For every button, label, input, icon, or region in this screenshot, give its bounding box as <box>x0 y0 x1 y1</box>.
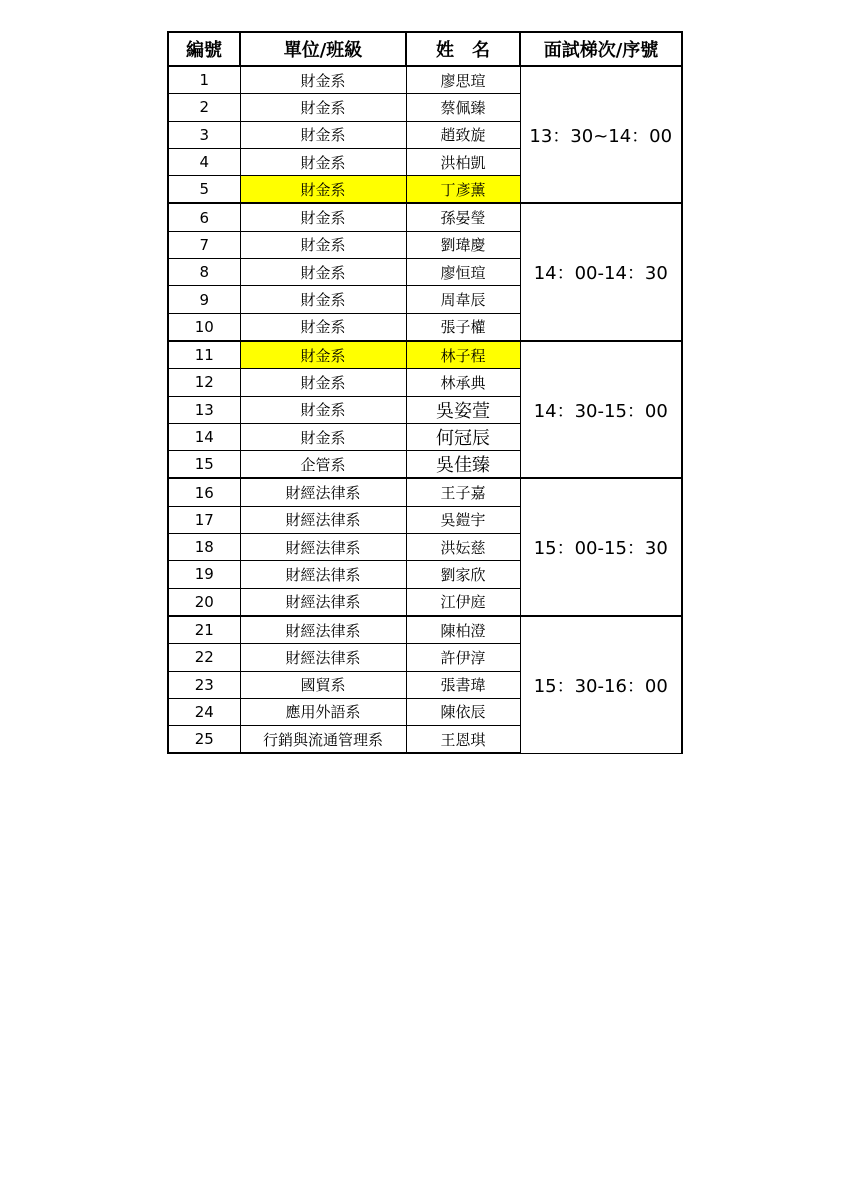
cell-no: 15 <box>168 451 240 479</box>
cell-no: 1 <box>168 66 240 94</box>
table-row <box>168 478 682 506</box>
cell-no: 20 <box>168 588 240 616</box>
cell-unit-highlighted: 財金系 <box>240 341 406 369</box>
cell-unit: 財經法律系 <box>240 616 406 644</box>
cell-unit: 財金系 <box>240 369 406 396</box>
cell-unit: 企管系 <box>240 451 406 479</box>
cell-unit: 財金系 <box>240 148 406 175</box>
cell-slot: 14：30-15：00 <box>520 341 682 478</box>
cell-slot: 15：30-16：00 <box>520 616 682 753</box>
header-row <box>168 32 682 66</box>
cell-no: 9 <box>168 286 240 313</box>
cell-name: 陳柏澄 <box>406 616 520 644</box>
cell-name: 蔡佩臻 <box>406 94 520 121</box>
cell-no: 6 <box>168 203 240 231</box>
cell-unit: 財經法律系 <box>240 561 406 588</box>
cell-no: 22 <box>168 644 240 671</box>
table-row <box>168 341 682 369</box>
cell-slot: 13：30~14：00 <box>520 66 682 203</box>
cell-name: 王子嘉 <box>406 478 520 506</box>
cell-no: 21 <box>168 616 240 644</box>
cell-no: 25 <box>168 726 240 754</box>
cell-unit: 國貿系 <box>240 671 406 698</box>
table-row <box>168 616 682 644</box>
cell-slot: 15：00-15：30 <box>520 478 682 615</box>
cell-unit: 財金系 <box>240 231 406 258</box>
cell-unit: 財金系 <box>240 94 406 121</box>
cell-unit: 財經法律系 <box>240 478 406 506</box>
cell-name-highlighted: 林子程 <box>406 341 520 369</box>
cell-name: 劉家欣 <box>406 561 520 588</box>
cell-name: 洪妘慈 <box>406 534 520 561</box>
cell-unit-highlighted: 財金系 <box>240 176 406 204</box>
cell-name: 張書瑋 <box>406 671 520 698</box>
cell-unit: 財金系 <box>240 203 406 231</box>
cell-unit: 財金系 <box>240 66 406 94</box>
cell-no: 12 <box>168 369 240 396</box>
cell-unit: 行銷與流通管理系 <box>240 726 406 754</box>
cell-no: 14 <box>168 423 240 450</box>
cell-no: 7 <box>168 231 240 258</box>
table-header <box>168 32 682 66</box>
cell-name: 吳佳臻 <box>406 451 520 479</box>
cell-name: 吳鎧宇 <box>406 506 520 533</box>
cell-no: 8 <box>168 259 240 286</box>
cell-no: 2 <box>168 94 240 121</box>
cell-name: 何冠辰 <box>406 423 520 450</box>
cell-no: 16 <box>168 478 240 506</box>
cell-unit: 財金系 <box>240 423 406 450</box>
cell-name-highlighted: 丁彥薰 <box>406 176 520 204</box>
cell-name: 廖恒瑄 <box>406 259 520 286</box>
table-row <box>168 203 682 231</box>
cell-name: 許伊淳 <box>406 644 520 671</box>
cell-no: 5 <box>168 176 240 204</box>
cell-name: 張子權 <box>406 313 520 341</box>
cell-name: 王恩琪 <box>406 726 520 754</box>
cell-no: 24 <box>168 698 240 725</box>
cell-no: 10 <box>168 313 240 341</box>
cell-no: 23 <box>168 671 240 698</box>
header-slot: 面試梯次/序號 <box>520 32 682 66</box>
cell-name: 陳依辰 <box>406 698 520 725</box>
cell-no: 13 <box>168 396 240 423</box>
cell-no: 3 <box>168 121 240 148</box>
cell-unit: 財金系 <box>240 396 406 423</box>
header-name: 姓 名 <box>406 32 520 66</box>
cell-name: 周韋辰 <box>406 286 520 313</box>
cell-name: 孫晏瑩 <box>406 203 520 231</box>
cell-no: 19 <box>168 561 240 588</box>
cell-name: 劉瑋慶 <box>406 231 520 258</box>
cell-unit: 財金系 <box>240 121 406 148</box>
cell-name: 洪柏凱 <box>406 148 520 175</box>
cell-no: 11 <box>168 341 240 369</box>
cell-name: 趙致旋 <box>406 121 520 148</box>
cell-slot: 14：00-14：30 <box>520 203 682 340</box>
interview-schedule-table <box>167 31 683 754</box>
cell-unit: 財經法律系 <box>240 588 406 616</box>
cell-unit: 應用外語系 <box>240 698 406 725</box>
cell-no: 4 <box>168 148 240 175</box>
cell-unit: 財金系 <box>240 313 406 341</box>
cell-name: 林承典 <box>406 369 520 396</box>
cell-unit: 財經法律系 <box>240 644 406 671</box>
header-no: 編號 <box>168 32 240 66</box>
cell-name: 廖思瑄 <box>406 66 520 94</box>
table-body <box>168 66 682 753</box>
table-row <box>168 66 682 94</box>
cell-unit: 財經法律系 <box>240 506 406 533</box>
cell-unit: 財金系 <box>240 286 406 313</box>
cell-no: 18 <box>168 534 240 561</box>
cell-no: 17 <box>168 506 240 533</box>
cell-name: 吳姿萱 <box>406 396 520 423</box>
cell-unit: 財經法律系 <box>240 534 406 561</box>
cell-unit: 財金系 <box>240 259 406 286</box>
cell-name: 江伊庭 <box>406 588 520 616</box>
header-unit: 單位/班級 <box>240 32 406 66</box>
